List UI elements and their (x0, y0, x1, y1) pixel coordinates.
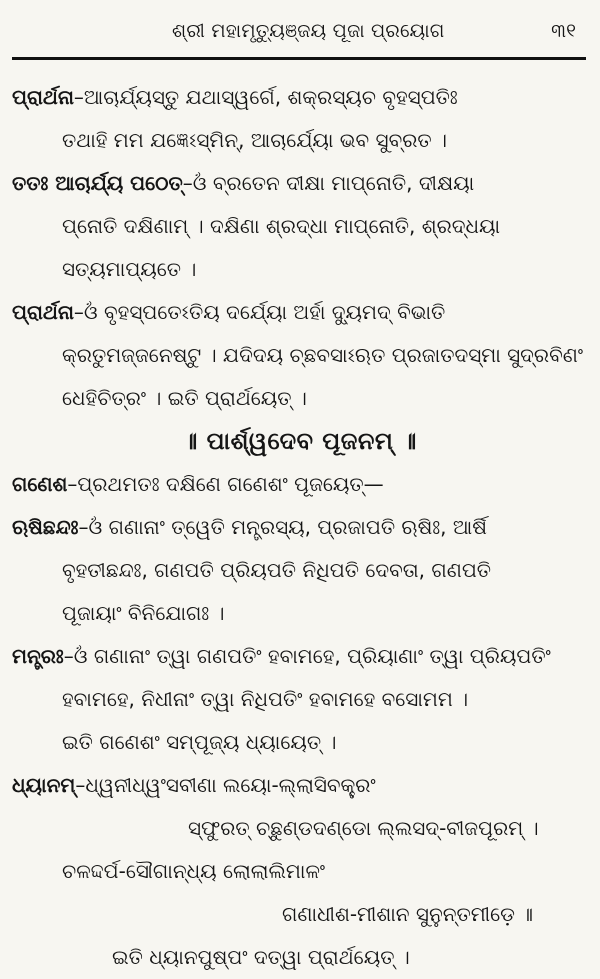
page-content (12, 76, 588, 979)
line-text: –ଓଁ ଗଣାନାଂ ତ୍ୱା ଗଣପତିଂ ହବାମହେ, ପ୍ରିୟାଣାଂ ତ୍ୱା ପ୍ରିୟପତିଂ (63, 644, 551, 668)
line-label-rishichhandah: ଋଷିଛନ୍ଦଃ (12, 515, 79, 539)
text-line-21 (12, 936, 588, 979)
text-line-6 (12, 291, 588, 334)
text-line-12 (12, 549, 588, 592)
line-text: –ଆଚାର୍ଯ୍ୟସ୍ତୁ ଯଥାସ୍ୱର୍ଗେ, ଶକ୍ରସ୍ୟଚ ବୃହସ୍ପତିଃ (73, 85, 458, 109)
line-text: ବୃହତୀଛନ୍ଦଃ, ଗଣପତି ପ୍ରିୟପତି ନିଧିପତି ଦେବତା, ଗଣପତି (62, 558, 492, 582)
header-title: ଶ୍ରୀ ମହାମୃତ୍ୟୁଞ୍ଜୟ ପୂଜା ପ୍ରୟୋଗ (172, 20, 445, 42)
line-label-ganesha: ଗଣେଶ (12, 472, 68, 496)
line-text: ଇତି ଧ୍ୟାନପୁଷ୍ପଂ ଦତ୍ୱା ପ୍ରାର୍ଥୟେତ୍ । (112, 945, 410, 969)
line-label-tatah: ତତଃ ଆଚାର୍ଯ୍ୟ ପଠେତ୍ (12, 171, 183, 195)
line-text: ସତ୍ୟମାପ୍ୟତେ । (62, 257, 197, 281)
text-line-14 (12, 635, 588, 678)
line-text: ପୂଜାୟାଂ ବିନିଯୋଗଃ । (62, 601, 225, 625)
line-label-dhyanam: ଧ୍ୟାନମ୍ (12, 773, 76, 797)
line-text: ଧେହିଚିତ୍ରଂ । ଇତି ପ୍ରାର୍ଥୟେତ୍ । (62, 386, 307, 410)
text-line-4 (12, 205, 588, 248)
line-text: –ଓଁ ବୃହସ୍ପତେଽତିୟ ଦର୍ଯ୍ୟୋ ଅର୍ହା ଦ୍ୟୁମଦ୍ ବିଭାତି (73, 300, 446, 324)
text-line-16 (12, 721, 588, 764)
text-line-20 (12, 893, 588, 936)
line-text: ଗଣାଧୀଶ-ମୀଶାନ ସୁନୁନ୍ତମୀଡ଼େ ॥ (282, 902, 534, 926)
page-number: ୩୧ (551, 20, 576, 42)
section-title: ॥ ପାର୍ଶ୍ୱଦେବ ପୂଜନମ୍ ॥ (183, 427, 417, 455)
line-label-prarthana-2: ପ୍ରାର୍ଥନା (12, 300, 74, 324)
text-line-7 (12, 334, 588, 377)
text-line-15 (12, 678, 588, 721)
text-line-11 (12, 506, 588, 549)
line-text: ଇତି ଗଣେଶଂ ସମ୍ପୂଜ୍ୟ ଧ୍ୟାୟେତ୍ । (62, 730, 337, 754)
text-line-8 (12, 377, 588, 420)
line-text: –ଓଁ ବ୍ରତେନ ଦୀକ୍ଷା ମାପ୍ନୋତି, ଦୀକ୍ଷୟା (182, 171, 475, 195)
text-line-3 (12, 162, 588, 205)
text-line-10 (12, 463, 588, 506)
line-text: ତଥାହି ମମ ଯଜ୍ଞେଽସ୍ମିନ୍, ଆଚାର୍ଯ୍ୟୋ ଭବ ସୁବ୍ରତ । (62, 128, 447, 152)
line-label-prarthana: ପ୍ରାର୍ଥନା (12, 85, 74, 109)
text-line-1 (12, 76, 588, 119)
page-header (12, 14, 586, 50)
text-line-18 (12, 807, 588, 850)
text-line-13 (12, 592, 588, 635)
text-line-5 (12, 248, 588, 291)
line-text: –ଧ୍ୱନୀଧ୍ୱଂସବୀଣା ଲୟୋ-ଲ୍ଲାସିବକ୍ତ୍ରଂ (75, 773, 376, 797)
line-text: କ୍ରତୁମଜ୍ଜନେଷ୍ଟୁ । ଯଦିଦୟ ଚ୍ଛବସାଽଋତ ପ୍ରଜାତଦସ୍ମା ସୁଦ୍ରବିଣଂ (62, 343, 583, 367)
line-text: ପ୍ନୋତି ଦକ୍ଷିଣାମ୍ । ଦକ୍ଷିଣା ଶ୍ରଦ୍ଧା ମାପ୍ନୋତି, ଶ୍ରଦ୍ଧୟା (62, 214, 501, 238)
line-text: –ଓଁ ଗଣାନାଂ ତ୍ୱେତି ମନ୍ତ୍ରସ୍ୟ, ପ୍ରଜାପତି ଋଷିଃ, ଆର୍ଷି (78, 515, 487, 539)
text-line-2 (12, 119, 588, 162)
line-text: ଚଳଦ୍ଦର୍ପ-ସୌଗାନ୍ଧ୍ୟ ଲୋଲାଲିମାଳଂ (62, 859, 326, 883)
text-line-17 (12, 764, 588, 807)
line-text: –ପ୍ରଥମତଃ ଦକ୍ଷିଣେ ଗଣେଶଂ ପୂଜୟେତ୍— (67, 472, 384, 496)
text-line-19 (12, 850, 588, 893)
line-text: ସ୍ଫୁରତ୍ ଚ୍ଛୁଣ୍ଡଦଣ୍ଡୋ ଲ୍ଲସଦ୍-ବୀଜପୂରମ୍ । (188, 816, 539, 840)
line-text: ହବାମହେ, ନିଧୀନାଂ ତ୍ୱା ନିଧିପତିଂ ହବାମହେ ବସୋମମ । (62, 687, 469, 711)
line-label-mantrah: ମନ୍ତ୍ରଃ (12, 644, 64, 668)
header-divider (12, 57, 586, 60)
